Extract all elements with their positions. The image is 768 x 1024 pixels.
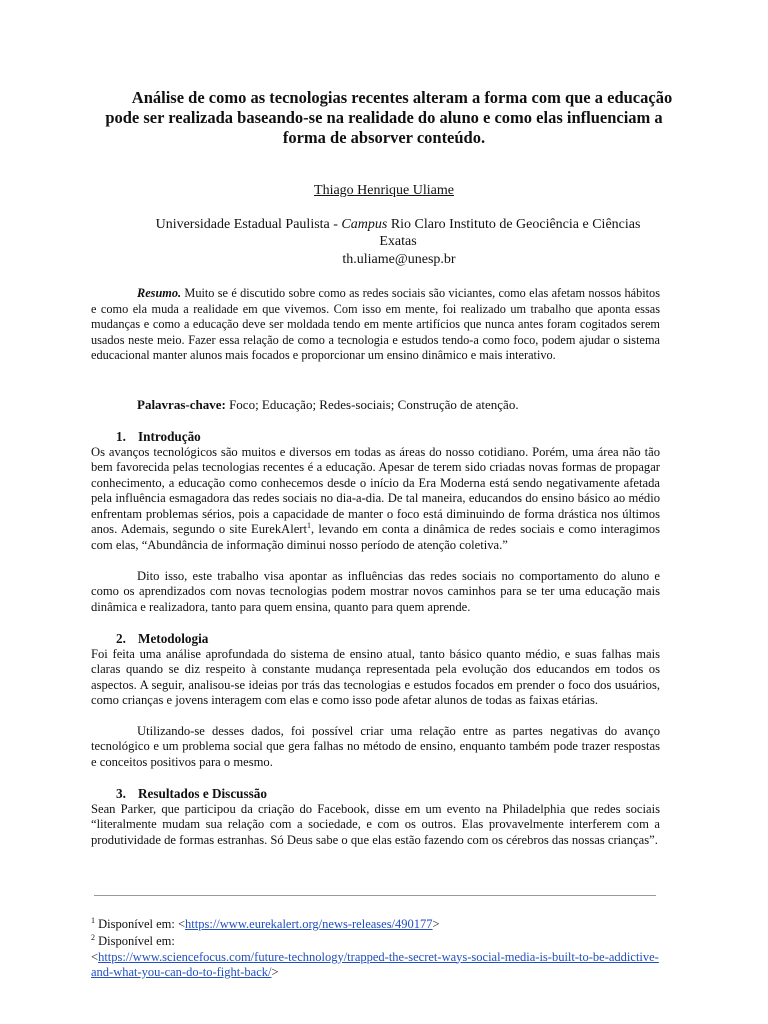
affiliation-after: Rio Claro Instituto de Geociência e Ciências Exatas: [379, 217, 641, 249]
footnote-suffix: >: [432, 917, 440, 931]
footnote-ref-1[interactable]: 1: [307, 521, 311, 531]
resultados-paragraph-1: Sean Parker, que participou da criação do Facebook, disse em um evento na Philadelphia que redes sociais “literalmente mudam sua relação com a sociedade, e com os outros. Elas provavelmente interferem com a produtividade de formas estranhas. Só Deus sabe o que elas estão fazendo com os cérebros das nossas crianças”.: [91, 802, 660, 847]
section-heading-resultados: [116, 786, 267, 802]
footnote-open: <: [91, 949, 99, 964]
footnote-1: [91, 917, 663, 933]
footnote-separator: [94, 895, 656, 896]
footnote-mark: 2: [91, 932, 95, 942]
paper-title-text: Análise de como as tecnologias recentes alteram a forma com que a educação pode ser realizada baseando-se na realidade do aluno e como elas influenciam a forma de absorver conteúdo.: [105, 88, 673, 147]
metodologia-paragraph-2: [91, 724, 660, 770]
abstract-text: Muito se é discutido sobre como as redes sociais são viciantes, como elas afetam nossos hábitos e como ela muda a realidade em que vivemos. Com isso em mente, foi realizado um trabalho que aponta essas mudanças e como a educação deve ser moldada tendo em mente artifícios que nunca antes foram cogitados serem usados neste meio. Fazer essa relação de como a tecnologia e estudos tendo-a como foco, podem ajudar o sistema educacional manter alunos mais focados e proporcionar um ensino dinâmico e mais interativo.: [91, 286, 660, 363]
author-name: Thiago Henrique Uliame: [314, 183, 454, 198]
section-heading-metodologia: [116, 631, 208, 647]
author-line: [0, 183, 768, 199]
introducao-p1-after: , levando em conta a dinâmica de redes sociais e como interagimos com elas, “Abundância de informação diminui nosso período de atenção coletiva.”: [91, 522, 661, 552]
affiliation: [140, 216, 656, 250]
affiliation-campus: Campus: [341, 217, 388, 232]
footnote-prefix: Disponível em: <: [95, 917, 186, 931]
metodologia-p2-text: Utilizando-se desses dados, foi possível criar uma relação entre as partes negativas do avanço tecnológico e um problema social que gera falhas no método de ensino, enquanto também pode trazer respostas e conceitos positivos para o mesmo.: [91, 724, 660, 769]
abstract-label: Resumo.: [137, 286, 182, 300]
metodologia-paragraph-1: Foi feita uma análise aprofundada do sistema de ensino atual, tanto básico quanto médio, e suas falhas mais claras quando se diz respeito à constante mudança representada pela evolução dos educandos em todos os aspectos. A seguir, analisou-se ideias por trás das tecnologias e estudos focados em prender o foco dos usuários, como crianças e jovens interagem com elas e como isso pode afetar alunos de todas as faixas etárias.: [91, 647, 660, 708]
keywords: [137, 397, 519, 413]
section-number: 1.: [116, 429, 126, 444]
abstract: [91, 286, 660, 364]
footnote-prefix: Disponível em:: [95, 934, 175, 948]
section-number: 2.: [116, 631, 126, 646]
footnote-1-link[interactable]: https://www.eurekalert.org/news-releases/490177: [185, 917, 433, 931]
section-title: Metodologia: [138, 631, 209, 646]
paper-title: [95, 88, 673, 148]
affiliation-before: Universidade Estadual Paulista -: [155, 217, 342, 232]
introducao-p2-text: Dito isso, este trabalho visa apontar as influências das redes sociais no comportamento do aluno e como os aprendizados com novas tecnologias podem mostrar novos caminhos para se ter uma educação mais dinâmica e realizadora, tanto para quem ensina, quanto para quem aprende.: [91, 569, 660, 614]
author-email: th.uliame@unesp.br: [342, 252, 456, 267]
footnote-2-link[interactable]: https://www.sciencefocus.com/future-technology/trapped-the-secret-ways-social-media-is-built-to-be-addictive-and-what-you-can-do-to-fight-back/: [91, 949, 659, 979]
section-number: 3.: [116, 786, 126, 801]
keywords-label: Palavras-chave:: [137, 397, 226, 412]
introducao-paragraph-1: [91, 445, 660, 553]
section-title: Introdução: [138, 429, 201, 444]
footnote-mark: 1: [91, 915, 95, 925]
keywords-text: Foco; Educação; Redes-sociais; Construção de atenção.: [225, 397, 519, 412]
section-heading-introducao: [116, 429, 201, 445]
introducao-paragraph-2: [91, 569, 660, 615]
introducao-p1-before: Os avanços tecnológicos são muitos e diversos em todas as áreas do nosso cotidiano. Porém, uma área não tão bem favorecida pelas tecnologias recentes é a educação. Apesar de terem sido criadas novas formas de propagar conhecimento, a educação como conhecemos desde o início da Era Moderna está sendo negativamente afetada pela influência esmagadora das redes sociais no dia-a-dia. De tal maneira, educandos do ensino básico ao médio enfrentam problemas sérios, pois a capacidade de manter o foco está diminuindo de forma drástica nos últimos anos. Ademais, segundo o site EurekAlert: [91, 445, 660, 537]
footnote-2: [91, 934, 663, 981]
section-title: Resultados e Discussão: [138, 786, 267, 801]
footnote-suffix: >: [271, 965, 279, 979]
